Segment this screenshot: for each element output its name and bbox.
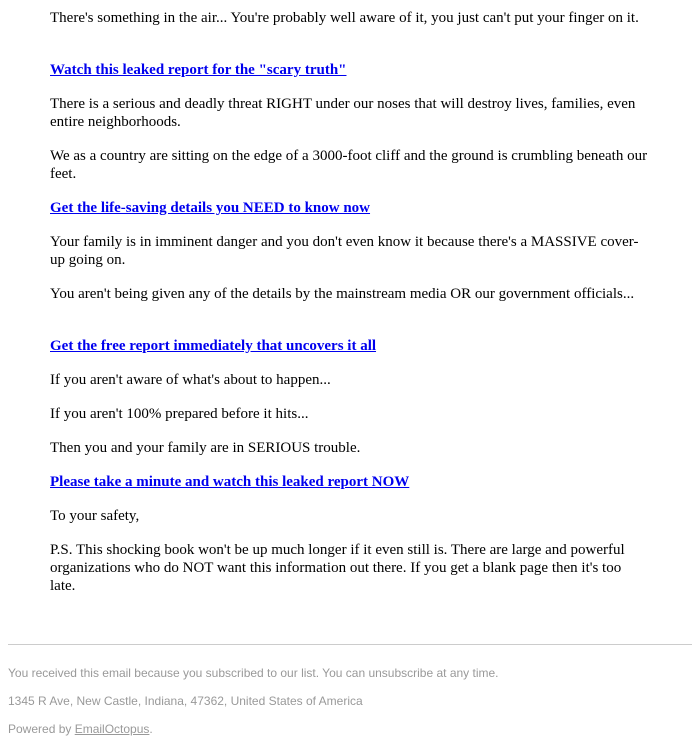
footer-subscribed-text: You received this email because you subscribed to our list. You can unsubscribe at any time. xyxy=(8,666,499,680)
paragraph-media: You aren't being given any of the details by the mainstream media OR our government officials... xyxy=(50,286,635,302)
paragraph-danger: Your family is in imminent danger and you don't even know it because there's a MASSIVE cover-up going on. xyxy=(50,234,639,268)
powered-by-suffix: . xyxy=(149,722,153,736)
footer-address: 1345 R Ave, New Castle, Indiana, 47362, United States of America xyxy=(8,694,363,708)
paragraph-threat: There is a serious and deadly threat RIGHT under our noses that will destroy lives, families, even entire neighborhoods. xyxy=(50,96,636,130)
paragraph-cliff: We as a country are sitting on the edge of a 3000-foot cliff and the ground is crumbling beneath our feet. xyxy=(50,148,648,182)
paragraph-aware: If you aren't aware of what's about to happen... xyxy=(50,372,331,388)
link-paragraph-4 xyxy=(50,473,650,491)
free-report-link[interactable]: Get the free report immediately that uncovers it all xyxy=(50,338,377,354)
paragraph-prepared: If you aren't 100% prepared before it hits... xyxy=(50,406,309,422)
footer-powered-by xyxy=(8,721,153,737)
paragraph-intro: There's something in the air... You're probably well aware of it, you just can't put your finger on it. xyxy=(50,10,639,26)
life-saving-details-link[interactable]: Get the life-saving details you NEED to know now xyxy=(50,200,371,216)
powered-by-prefix: Powered by xyxy=(8,722,75,736)
link-paragraph-2 xyxy=(50,199,650,217)
scary-truth-link[interactable]: Watch this leaked report for the "scary truth" xyxy=(50,62,347,78)
paragraph-trouble: Then you and your family are in SERIOUS trouble. xyxy=(50,440,361,456)
footer-divider xyxy=(8,644,692,645)
link-paragraph-1 xyxy=(50,61,650,79)
emailoctopus-link[interactable]: EmailOctopus xyxy=(74,722,150,736)
link-paragraph-3 xyxy=(50,337,650,355)
paragraph-ps: P.S. This shocking book won't be up much longer if it even still is. There are large and powerful organizations who do NOT want this information out there. If you get a blank page then it's too late. xyxy=(50,542,625,594)
watch-report-link[interactable]: Please take a minute and watch this leaked report NOW xyxy=(50,474,410,490)
paragraph-signoff: To your safety, xyxy=(50,508,140,524)
